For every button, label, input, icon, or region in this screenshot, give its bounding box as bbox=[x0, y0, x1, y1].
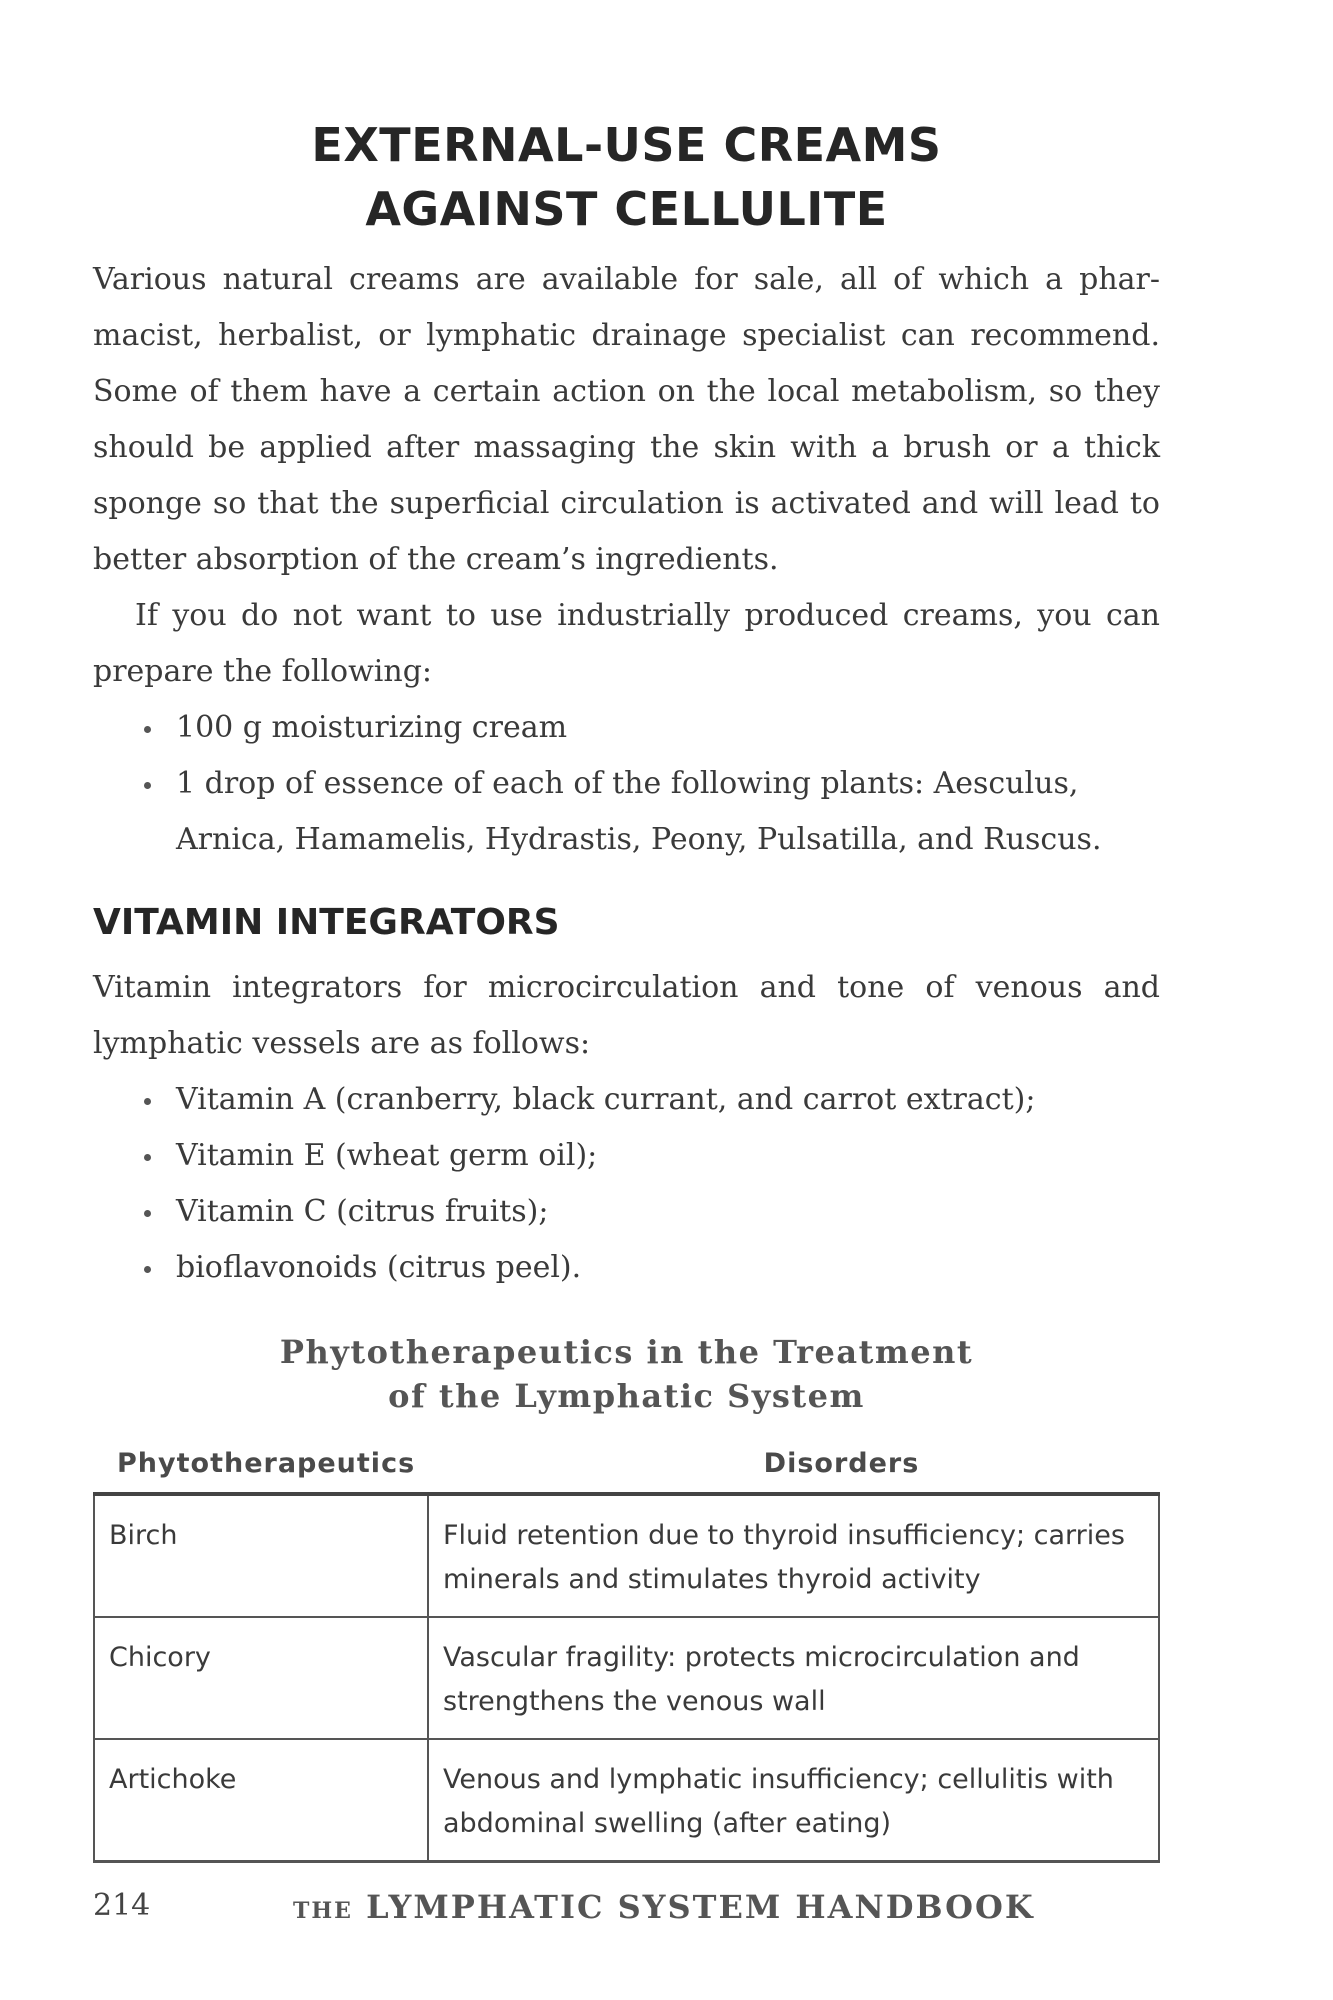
vitamin-list bbox=[140, 1072, 1160, 1296]
creams-paragraph-1 bbox=[93, 252, 1160, 588]
list-item bbox=[140, 1240, 1160, 1296]
text-line: Vitamin integrators for microcirculation and tone of venous and bbox=[93, 970, 1160, 1005]
text-line: Various natural creams are available for sale, all of which a phar- bbox=[93, 262, 1160, 297]
list-item-text: 100 g moisturizing cream bbox=[176, 710, 568, 745]
table-title-line-1: Phytotherapeutics in the Treatment bbox=[279, 1333, 974, 1371]
cell-line: minerals and stimulates thyroid activity bbox=[443, 1564, 981, 1595]
text-line: If you do not want to use industrially produced creams, you can bbox=[135, 598, 1160, 633]
list-item bbox=[140, 1184, 1160, 1240]
column-header-phytotherapeutics: Phytotherapeutics bbox=[117, 1448, 416, 1479]
list-item-text: Vitamin A (cranberry, black currant, and carrot extract); bbox=[176, 1082, 1036, 1117]
table-title-line-2: of the Lymphatic System bbox=[388, 1377, 865, 1415]
list-item bbox=[140, 1128, 1160, 1184]
cream-recipe-list bbox=[140, 700, 1160, 868]
running-title-article: THE bbox=[293, 1898, 353, 1924]
table-cell-plant: Birch bbox=[94, 1494, 428, 1617]
bullet-icon bbox=[144, 1154, 151, 1161]
list-item-text: Vitamin C (citrus fruits); bbox=[176, 1194, 549, 1229]
page-title-line-1: EXTERNAL-USE CREAMS bbox=[311, 118, 942, 172]
text-line: Some of them have a certain action on the local metabolism, so they bbox=[93, 374, 1160, 409]
text-line: prepare the following: bbox=[93, 654, 433, 689]
cell-line: Vascular fragility: protects microcirculation and bbox=[443, 1642, 1080, 1673]
text-line: lymphatic vessels are as follows: bbox=[93, 1026, 591, 1061]
bullet-icon bbox=[144, 782, 151, 789]
table-row bbox=[94, 1494, 1159, 1617]
table-cell-disorder bbox=[428, 1739, 1159, 1862]
page-number: 214 bbox=[93, 1888, 151, 1923]
page-title-line-2: AGAINST CELLULITE bbox=[365, 182, 888, 236]
table-header bbox=[93, 1442, 1160, 1492]
bullet-icon bbox=[144, 1098, 151, 1105]
phytotherapeutics-table bbox=[93, 1492, 1160, 1863]
bullet-icon bbox=[144, 1266, 151, 1273]
list-item-text: 1 drop of essence of each of the following plants: Aesculus, Arnica, Hamamelis, Hydrastis, Peony, Pulsatilla, and Ruscus. bbox=[176, 766, 1102, 857]
running-title-text: LYMPHATIC SYSTEM HANDBOOK bbox=[366, 1888, 1035, 1926]
text-line: should be applied after massaging the skin with a brush or a thick bbox=[93, 430, 1160, 465]
table-cell-plant: Artichoke bbox=[94, 1739, 428, 1862]
list-item bbox=[140, 700, 1160, 756]
cell-line: strengthens the venous wall bbox=[443, 1686, 826, 1717]
text-line: sponge so that the superficial circulation is activated and will lead to bbox=[93, 486, 1160, 521]
table-cell-disorder bbox=[428, 1494, 1159, 1617]
page-footer bbox=[93, 1888, 1160, 1932]
page-title bbox=[93, 113, 1160, 241]
list-item-text: bioflavonoids (citrus peel). bbox=[176, 1250, 582, 1285]
table-cell-disorder bbox=[428, 1617, 1159, 1739]
list-item bbox=[140, 756, 1160, 868]
vitamins-paragraph bbox=[93, 960, 1160, 1072]
column-header-disorders: Disorders bbox=[763, 1448, 920, 1479]
text-line: better absorption of the cream’s ingredients. bbox=[93, 542, 779, 577]
running-title bbox=[293, 1888, 1035, 1926]
text-line: macist, herbalist, or lymphatic drainage specialist can recommend. bbox=[93, 318, 1160, 353]
section-heading: VITAMIN INTEGRATORS bbox=[93, 902, 560, 943]
list-item bbox=[140, 1072, 1160, 1128]
cell-line: Fluid retention due to thyroid insufficiency; carries bbox=[443, 1520, 1125, 1551]
cell-line: abdominal swelling (after eating) bbox=[443, 1808, 892, 1839]
table-title bbox=[93, 1330, 1160, 1418]
cell-line: Venous and lymphatic insufficiency; cellulitis with bbox=[443, 1764, 1114, 1795]
list-item-text: Vitamin E (wheat germ oil); bbox=[176, 1138, 598, 1173]
creams-paragraph-2 bbox=[93, 588, 1160, 700]
table-cell-plant: Chicory bbox=[94, 1617, 428, 1739]
table-row bbox=[94, 1739, 1159, 1862]
bullet-icon bbox=[144, 1210, 151, 1217]
bullet-icon bbox=[144, 726, 151, 733]
table-row bbox=[94, 1617, 1159, 1739]
